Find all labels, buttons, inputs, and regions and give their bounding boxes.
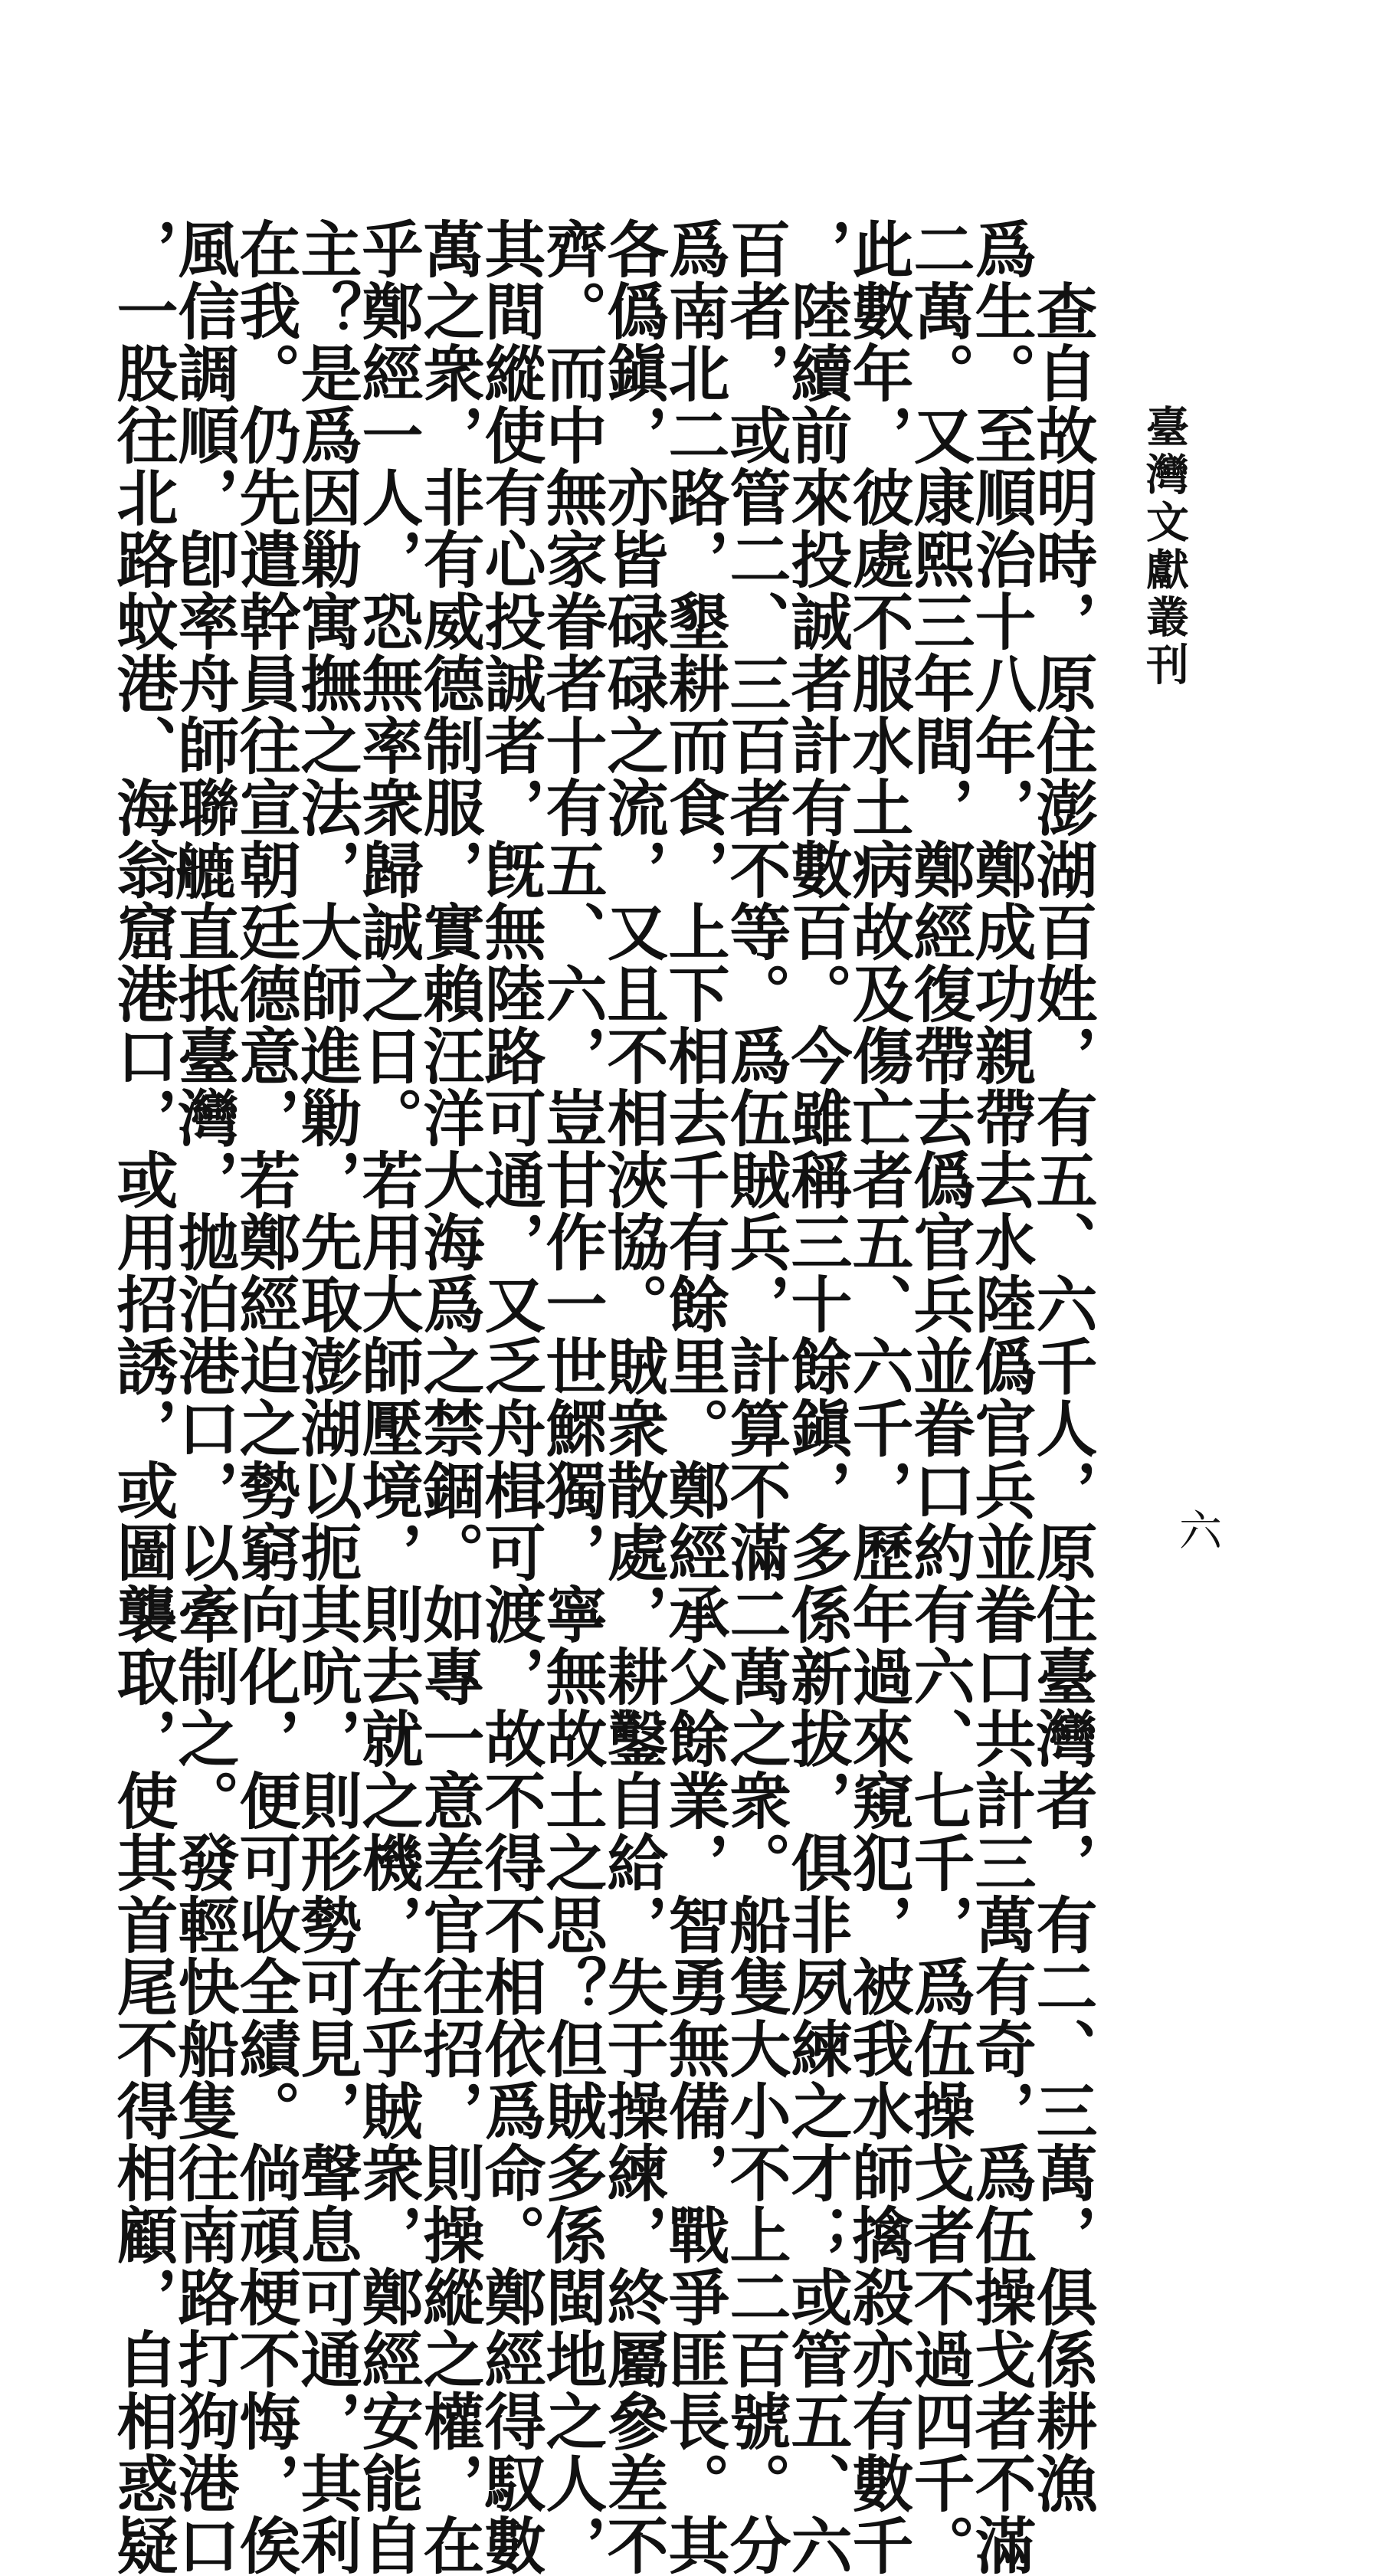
running-header-series-title: 臺灣文獻叢刊: [1139, 405, 1190, 690]
text-column-15: 風信調順，卽率舟師聯𦪇直抵臺灣，拋泊港口，以牽制之。發輕快船隻往南路打狗港口: [168, 218, 240, 2576]
text-column-2: 爲生。至順治十八年，鄭成功親帶去水陸僞官兵並眷口共計三萬有奇，爲伍操戈者不滿: [965, 218, 1037, 2576]
text-column-3: 二萬。又康熙三年間，鄭經復帶去僞官兵並眷口約有六、七千，爲伍操戈者不過四千。: [903, 218, 975, 2576]
text-column-8: 各僞鎭，亦皆碌碌之流，又且不相浹協。賊衆散處，耕鑿自給，失于操練，終屬參差不: [597, 218, 669, 2576]
text-column-10: 其間縱使有心投誠者，旣無陸路可通，又乏舟楫可渡，故不得不相依爲命。鄭經得馭數: [474, 218, 546, 2576]
text-column-4: 此數年，彼處不服水土病故及傷亡者五、六千，歷年過來窺犯，被我水師擒殺亦有數千: [842, 218, 914, 2576]
text-column-9: 齊。而中無家眷者十有五、六，豈甘作一世鰥獨，寧無故土之思？但賊多係閩地之人，: [536, 218, 608, 2576]
text-column-1: 查自故明時，原住澎湖百姓，有五、六千人，原住臺灣者，有二、三萬，俱係耕漁: [1026, 218, 1098, 2514]
text-column-6: 百者，或管二、三百者不等。爲伍賊兵，計算不滿二萬之衆。船隻大小不上二百號。分: [719, 218, 791, 2576]
text-column-5: ，陸續前來投誠者計有數百。今雖稱三十餘鎭，多係新拔，俱非夙練之才；或管五、六: [781, 218, 853, 2576]
text-column-16: ，一股往北路蚊港、海翁窟港口，或用招誘，或圖襲取，使其首尾不得相顧，自相惑疑: [106, 218, 179, 2576]
page-number: 六: [1172, 1508, 1222, 1551]
text-column-13: 主？是爲因勦寓撫之法，大師進勦，先取澎湖以扼其吭，則形勢可見，聲息可通，其利: [290, 218, 362, 2576]
text-column-12: 乎鄭經一人，恐無率衆歸誠之日。若用大師壓境，則去就之機，在乎賊衆，鄭經安能自: [352, 218, 424, 2576]
text-column-7: 爲南北二路，墾耕而食，上下相去千有餘里。鄭經承父餘業，智勇無備，戰爭匪長。其: [658, 218, 730, 2576]
vertical-text-block: [106, 218, 1098, 2576]
text-column-11: 萬之衆，非有威德制服，實賴汪洋大海爲之禁錮。如專一意差官往招，則操縱之權，在: [413, 218, 485, 2576]
text-column-14: 在我。仍先遣幹員往宣朝廷德意，若鄭經迫之勢窮向化，便可收全績。倘頑梗不悔，俟: [229, 218, 301, 2576]
